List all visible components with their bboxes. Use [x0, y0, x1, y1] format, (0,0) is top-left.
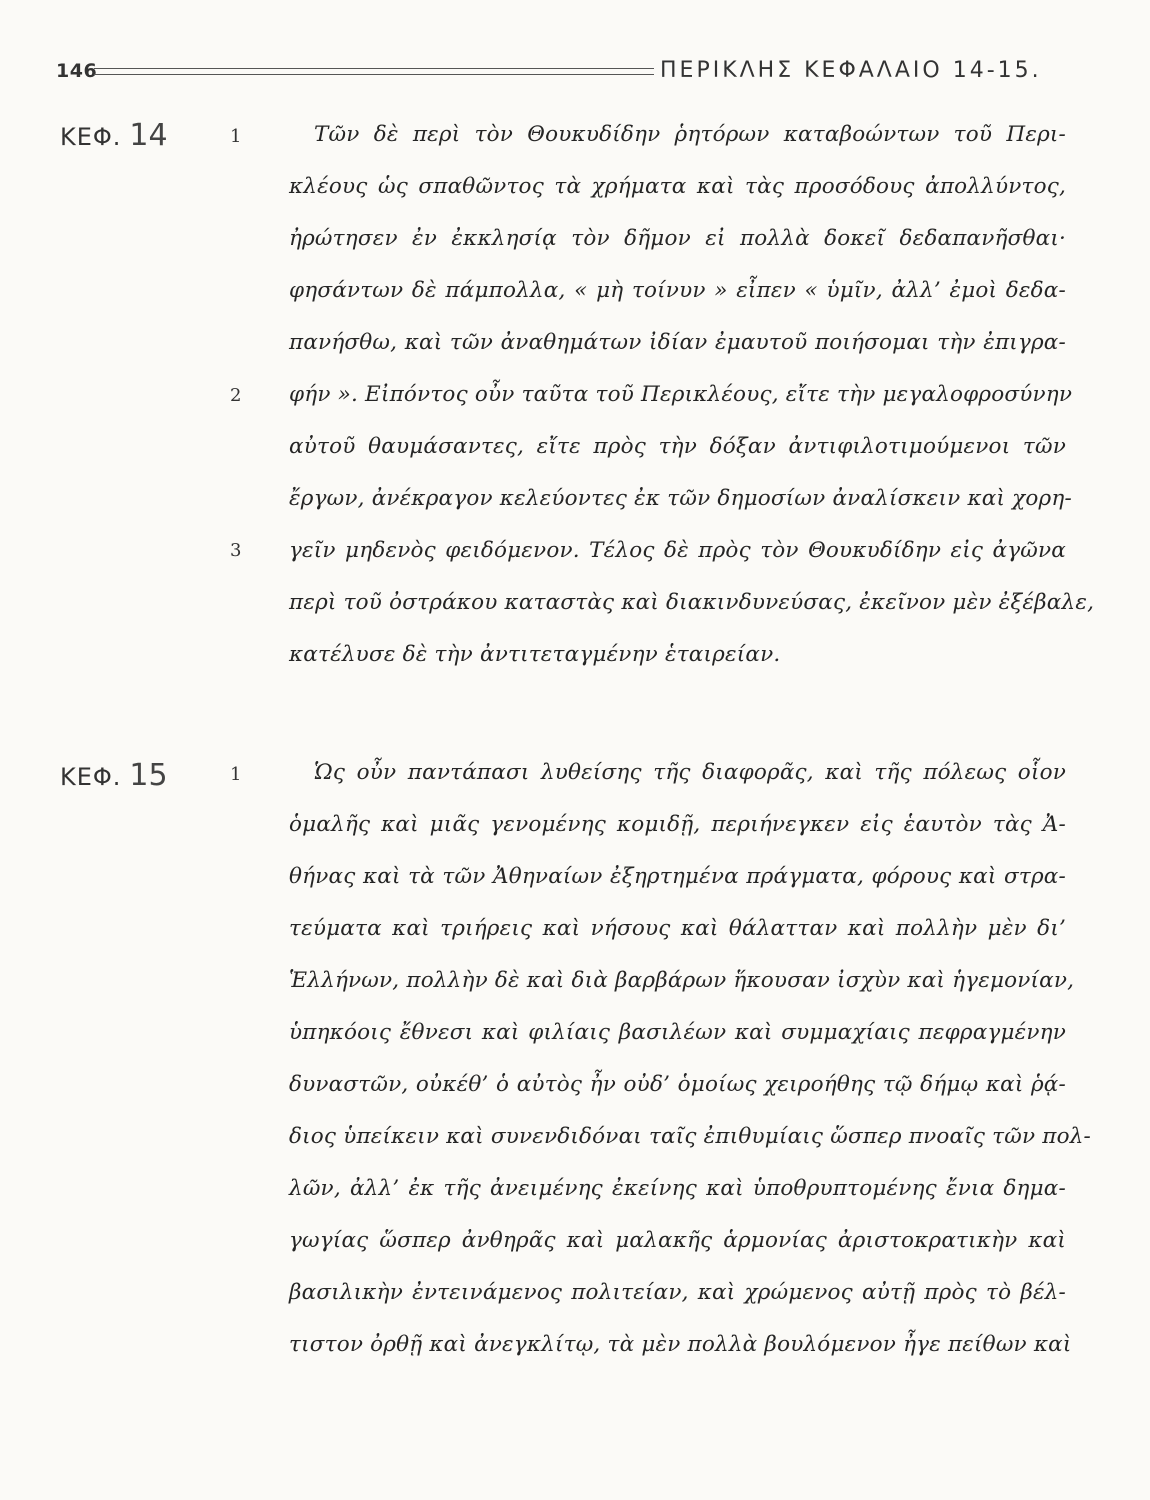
text-line: γωγίας ὥσπερ ἀνθηρᾶς καὶ μαλακῆς ἁρμονίας ἀριστοκρατικὴν καὶ: [289, 1228, 1066, 1253]
chapter-number: 14: [129, 118, 168, 153]
text-line: θήνας καὶ τὰ τῶν Ἀθηναίων ἐξηρτημένα πράγματα, φόρους καὶ στρα-: [289, 864, 1066, 889]
text-line: ὁμαλῆς καὶ μιᾶς γενομένης κομιδῇ, περιήνεγκεν εἰς ἑαυτὸν τὰς Ἀ-: [289, 812, 1066, 837]
text-line: ἠρώτησεν ἐν ἐκκλησίᾳ τὸν δῆμον εἰ πολλὰ δοκεῖ δεδαπανῆσθαι·: [289, 226, 1066, 251]
chapter-kef: ΚΕΦ.: [60, 123, 122, 151]
section-number: 2: [230, 385, 242, 406]
header-rule: [94, 68, 654, 75]
chapter-number: 15: [129, 758, 168, 793]
text-line: αὐτοῦ θαυμάσαντες, εἴτε πρὸς τὴν δόξαν ἀντιφιλοτιμούμενοι τῶν: [289, 434, 1066, 459]
chapter-14-label: [60, 118, 168, 153]
chapter-15-label: [60, 758, 168, 793]
chapter-kef: ΚΕΦ.: [60, 763, 122, 791]
section-number: 1: [230, 764, 242, 785]
text-line: φησάντων δὲ πάμπολλα, « μὴ τοίνυν » εἶπεν « ὑμῖν, ἀλλ’ ἐμοὶ δεδα-: [289, 278, 1066, 303]
text-line: τεύματα καὶ τριήρεις καὶ νήσους καὶ θάλατταν καὶ πολλὴν μὲν δι’: [289, 916, 1066, 941]
text-line: Ὡς οὖν παντάπασι λυθείσης τῆς διαφορᾶς, καὶ τῆς πόλεως οἷον: [314, 760, 1066, 785]
text-line: Ἑλλήνων, πολλὴν δὲ καὶ διὰ βαρβάρων ἥκουσαν ἰσχὺν καὶ ἡγεμονίαν,: [289, 968, 1075, 993]
text-line: ἔργων, ἀνέκραγον κελεύοντες ἐκ τῶν δημοσίων ἀναλίσκειν καὶ χορη-: [289, 486, 1072, 511]
running-title: ΠΕΡΙΚΛΗΣ ΚΕΦΑΛΑΙΟ 14-15.: [660, 58, 1042, 83]
text-line: ὑπηκόοις ἔθνεσι καὶ φιλίαις βασιλέων καὶ συμμαχίαις πεφραγμένην: [289, 1020, 1066, 1045]
page-number: 146: [56, 60, 98, 82]
text-line: πανήσθω, καὶ τῶν ἀναθημάτων ἰδίαν ἐμαυτοῦ ποιήσομαι τὴν ἐπιγρα-: [289, 330, 1066, 355]
text-line: βασιλικὴν ἐντεινάμενος πολιτείαν, καὶ χρώμενος αὐτῇ πρὸς τὸ βέλ-: [289, 1280, 1066, 1305]
text-line: δυναστῶν, οὐκέθ’ ὁ αὐτὸς ἦν οὐδ’ ὁμοίως χειροήθης τῷ δήμῳ καὶ ῥᾴ-: [289, 1072, 1066, 1097]
text-line: γεῖν μηδενὸς φειδόμενον. Τέλος δὲ πρὸς τὸν Θουκυδίδην εἰς ἀγῶνα: [289, 538, 1066, 563]
text-line: Τῶν δὲ περὶ τὸν Θουκυδίδην ῥητόρων καταβοώντων τοῦ Περι-: [314, 122, 1066, 147]
section-number: 1: [230, 126, 242, 147]
text-line: περὶ τοῦ ὀστράκου καταστὰς καὶ διακινδυνεύσας, ἐκεῖνον μὲν ἐξέβαλε,: [289, 590, 1095, 615]
page-header: [56, 58, 1080, 88]
section-number: 3: [230, 540, 242, 561]
text-line: κατέλυσε δὲ τὴν ἀντιτεταγμένην ἑταιρείαν.: [289, 642, 781, 667]
text-line: τιστον ὀρθῇ καὶ ἀνεγκλίτῳ, τὰ μὲν πολλὰ βουλόμενον ἦγε πείθων καὶ: [289, 1332, 1072, 1357]
text-line: λῶν, ἀλλ’ ἐκ τῆς ἀνειμένης ἐκείνης καὶ ὑποθρυπτομένης ἔνια δημα-: [289, 1176, 1066, 1201]
text-line: φήν ». Εἰπόντος οὖν ταῦτα τοῦ Περικλέους, εἴτε τὴν μεγαλοφροσύνην: [289, 382, 1073, 407]
text-line: διος ὑπείκειν καὶ συνενδιδόναι ταῖς ἐπιθυμίαις ὥσπερ πνοαῖς τῶν πολ-: [289, 1124, 1092, 1149]
text-line: κλέους ὡς σπαθῶντος τὰ χρήματα καὶ τὰς προσόδους ἀπολλύντος,: [289, 174, 1066, 199]
